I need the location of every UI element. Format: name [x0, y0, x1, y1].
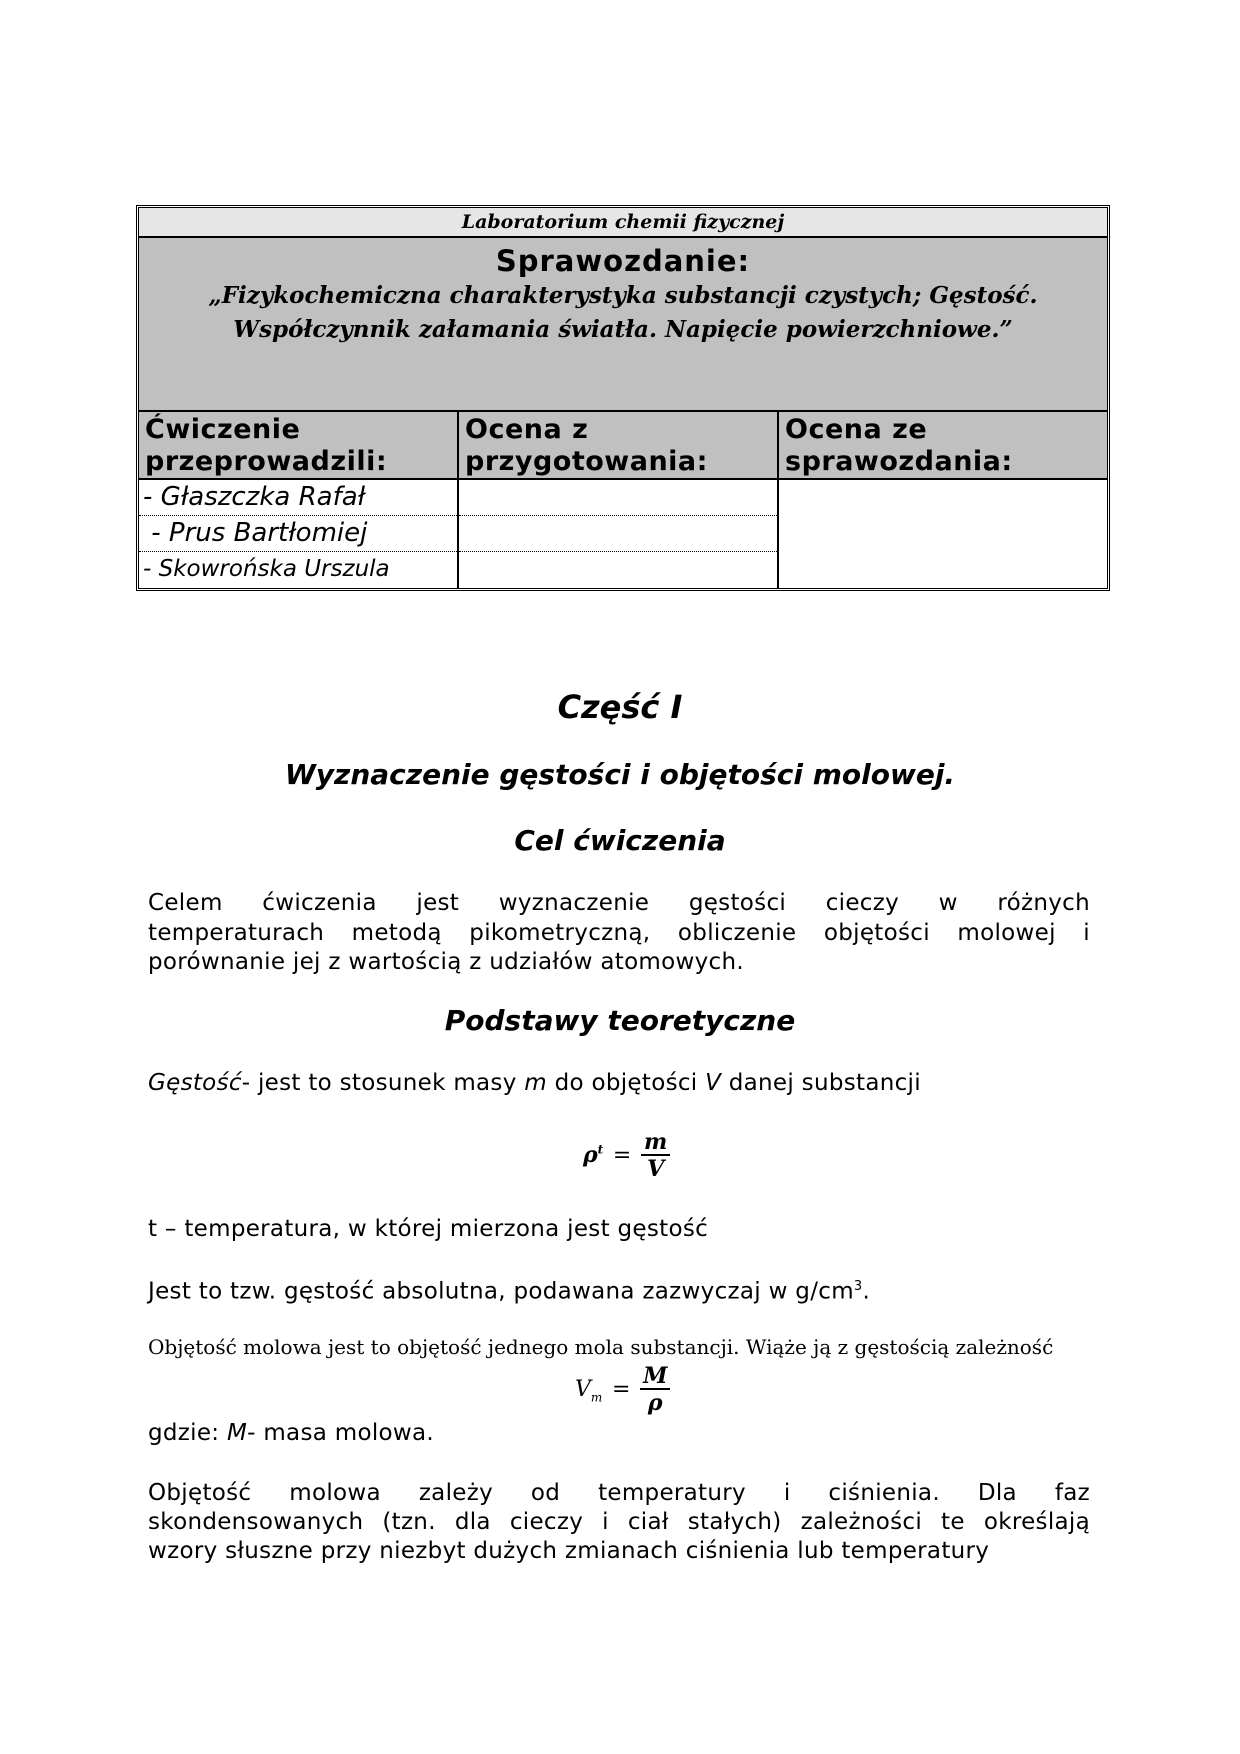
where-text: gdzie:: [148, 1420, 227, 1446]
lab-title: Laboratorium chemii fizycznej: [139, 208, 1107, 238]
density-text-b: do objętości: [546, 1070, 706, 1096]
goal-line1: Celem ćwiczenia jest wyznaczenie gęstości cieczy w różnych: [148, 890, 1090, 916]
preparation-grade-cell: [459, 552, 777, 588]
column-report-grade: [779, 412, 1107, 588]
report-grade-heading: [779, 412, 1107, 480]
where-molar-mass: [148, 1418, 1090, 1448]
fraction-numerator: M: [640, 1364, 670, 1390]
equals-sign: =: [611, 1377, 631, 1402]
molar-volume-definition: Objętość molowa jest to objętość jednego mola substancji. Wiąże ją z gęstością zależność: [148, 1335, 1054, 1359]
rho-symbol: ρ: [583, 1142, 598, 1168]
absolute-end: .: [862, 1278, 871, 1305]
preparation-grade-cell: [459, 516, 777, 552]
column-participants: [139, 412, 459, 588]
absolute-superscript: 3: [853, 1279, 863, 1294]
density-formula: [583, 1130, 670, 1182]
participant-name: - Prus Bartłomiej: [139, 516, 457, 552]
topic-heading: Wyznaczenie gęstości i objętości molowej.: [284, 758, 956, 791]
molar-dependence-line3: wzory słuszne przy niezbyt dużych zmianach ciśnienia lub temperatury: [148, 1538, 990, 1564]
fraction-denominator: ρ: [647, 1390, 663, 1416]
theory-heading: Podstawy teoretyczne: [444, 1004, 796, 1037]
goal-line3: porównanie jej z wartością z udziałów atomowych.: [148, 949, 744, 975]
preparation-heading-line1: Ocena z: [465, 414, 589, 445]
rho-superscript: t: [597, 1142, 604, 1157]
density-text-a: - jest to stosunek masy: [241, 1070, 525, 1096]
report-title-block: [139, 238, 1107, 412]
participant-name: - Skowrońska Urszula: [143, 556, 390, 582]
participants-heading-line1: Ćwiczenie: [145, 414, 301, 445]
report-subtitle-line1: „Fizykochemiczna charakterystyka substancji czystych; Gęstość.: [208, 282, 1038, 309]
report-grade-heading-line1: Ocena ze: [785, 414, 928, 445]
temperature-description: t – temperatura, w której mierzona jest gęstość: [148, 1216, 709, 1242]
report-header-table: [136, 205, 1110, 591]
equals-sign: =: [612, 1143, 632, 1168]
vm-symbol: V: [575, 1377, 591, 1402]
fraction-M-over-rho: [640, 1364, 670, 1416]
density-term: Gęstość: [148, 1070, 242, 1096]
report-subtitle-line2: Współczynnik załamania światła. Napięcie powierzchniowe.”: [233, 316, 1013, 343]
report-grade-heading-line2: sprawozdania:: [785, 446, 1013, 477]
density-V: V: [705, 1070, 722, 1096]
molar-volume-formula: [575, 1364, 670, 1416]
goal-line2: temperaturach metodą pikometryczną, obliczenie objętości molowej i: [148, 920, 1090, 946]
vm-subscript: m: [590, 1390, 603, 1405]
participants-heading: [139, 412, 457, 480]
preparation-heading-line2: przygotowania:: [465, 446, 708, 477]
fraction-denominator: V: [647, 1156, 665, 1182]
participant-name: - Głaszczka Rafał: [139, 480, 457, 516]
absolute-text: Jest to tzw. gęstość absolutna, podawana zazwyczaj w g/cm: [148, 1278, 854, 1305]
molar-dependence-line2: skondensowanych (tzn. dla cieczy i ciał stałych) zależności te określają: [148, 1509, 1090, 1535]
absolute-density-text: [148, 1272, 1090, 1307]
participants-heading-line2: przeprowadzili:: [145, 446, 388, 477]
column-preparation-grade: [459, 412, 779, 588]
density-definition: [148, 1068, 1090, 1098]
preparation-grade-heading: [459, 412, 777, 480]
density-text-c: danej substancji: [721, 1070, 921, 1096]
molar-dependence-line1: Objętość molowa zależy od temperatury i ciśnienia. Dla faz: [148, 1480, 1090, 1506]
fraction-numerator: m: [641, 1130, 670, 1156]
where-desc: - masa molowa.: [247, 1420, 434, 1446]
report-grade-cell: [779, 480, 1107, 588]
where-M: M: [226, 1420, 248, 1446]
preparation-grade-cell: [459, 480, 777, 516]
goal-heading: Cel ćwiczenia: [514, 824, 726, 857]
fraction-m-over-V: [641, 1130, 670, 1182]
header-columns: [139, 412, 1107, 588]
density-m: m: [524, 1070, 547, 1096]
part-heading: Część I: [557, 688, 683, 726]
report-title: Sprawozdanie:: [495, 244, 751, 278]
